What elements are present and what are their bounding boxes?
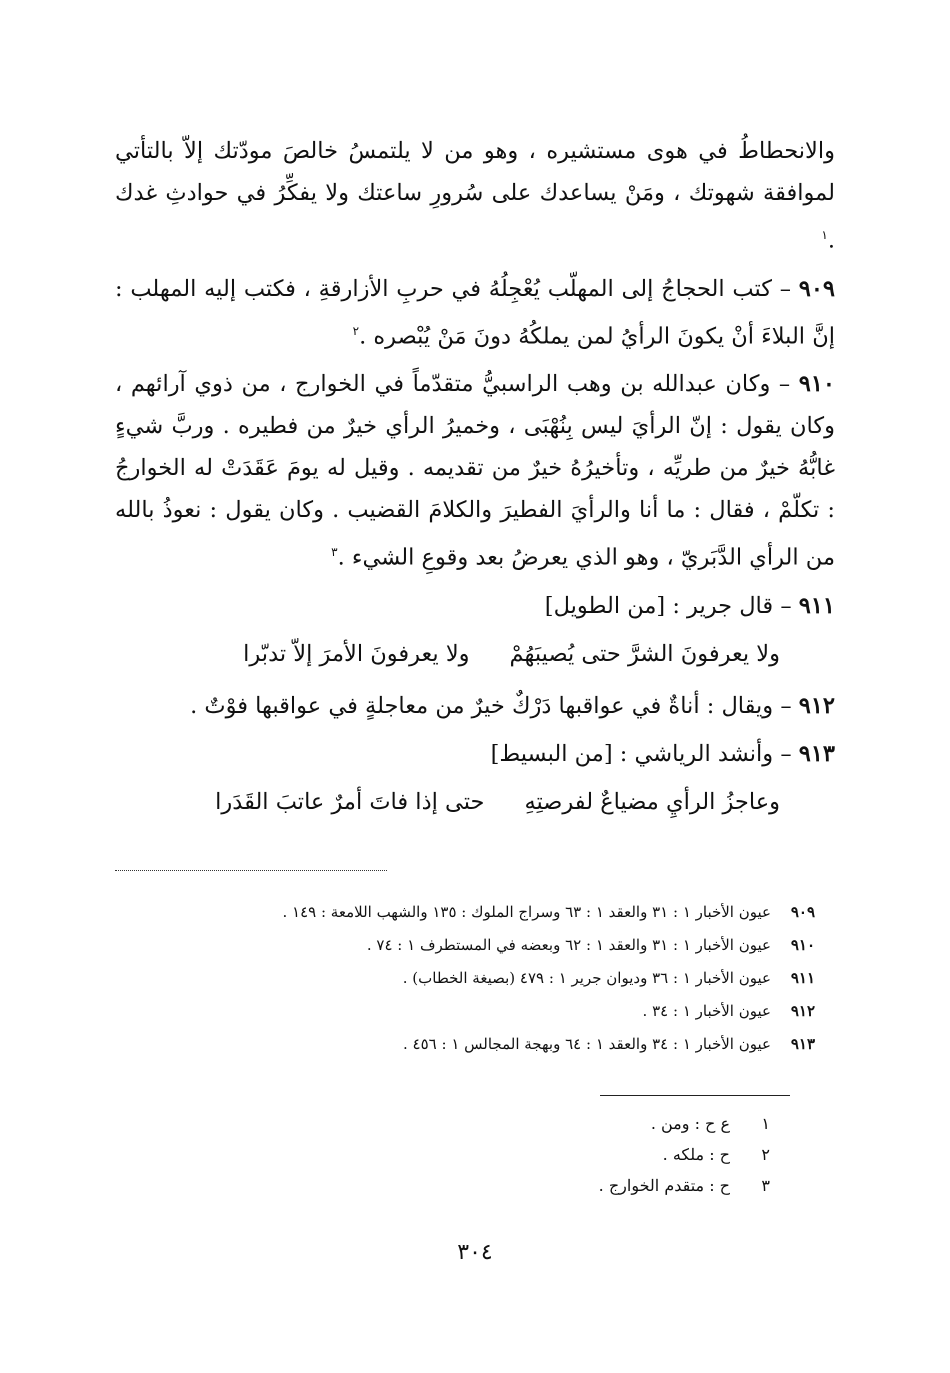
- footnote-marker: ٣: [331, 545, 338, 559]
- paragraph-text: والانحطاطُ في هوى مستشيره ، وهو من لا يلتمسُ خالصَ مودّتك إلاّ بالتأتي لموافقة شهوتك ، ومَنْ يساعدك على سُرورِ ساعتك ولا يفكِّرُ في حوادثِ غدك .: [115, 138, 835, 254]
- footnote-marker: ١: [821, 228, 828, 242]
- footnotes-list: [115, 1108, 770, 1201]
- entry-text: – كتب الحجاجُ إلى المهلّب يُعْجِلُهُ في حربِ الأزارقةِ ، فكتب إليه المهلب : إنَّ البلاءَ أنْ يكونَ الرأيُ لمن يملكُهُ دونَ مَنْ يُبْصره .: [115, 275, 835, 349]
- footnote-number: ٣: [761, 1176, 770, 1195]
- entry-number: ٩٠٩: [798, 275, 835, 302]
- source-number: ٩١٢: [790, 1002, 815, 1020]
- source-text: عيون الأخبار ١ : ٣٦ وديوان جرير ١ : ٤٧٩ (بصيغة الخطاب) .: [402, 969, 771, 987]
- main-text: [115, 130, 835, 833]
- entry-text: – ويقال : أناةٌ في عواقبها دَرْكٌ خيرٌ من معاجلةٍ في عواقبها فوْتٌ .: [190, 692, 792, 719]
- footnote-number: ٢: [761, 1145, 770, 1164]
- footnote-text: ع ح : ومن .: [650, 1114, 730, 1133]
- source-item: [115, 1028, 815, 1061]
- verse-hemistich-second: ولا يعرفونَ الأمرَ إلاّ تدبّرا: [243, 640, 470, 667]
- verse-hemistich-first: ولا يعرفونَ الشرَّ حتى يُصيبَهُمْ: [509, 640, 780, 667]
- sources-divider: [115, 870, 387, 871]
- source-item: [115, 929, 815, 962]
- source-number: ٩١٣: [790, 1035, 815, 1053]
- footnote-text: ح : ملكه .: [662, 1145, 730, 1164]
- entry-910: [115, 363, 835, 579]
- footnote-item: [115, 1108, 770, 1139]
- verse-911: [115, 633, 835, 675]
- footnote-number: ١: [761, 1114, 770, 1133]
- paragraph-continuation: [115, 130, 835, 262]
- entry-text: – قال جرير : [من الطويل]: [544, 592, 792, 619]
- footnote-marker: ٢: [352, 323, 360, 338]
- footnote-text: ح : متقدم الخوارج .: [598, 1176, 730, 1195]
- entry-number: ٩١١: [798, 592, 835, 619]
- entry-909: [115, 268, 835, 358]
- verse-hemistich-first: وعاجزُ الرأيِ مضياعٌ لفرصتِهِ: [524, 788, 780, 815]
- footnote-item: [115, 1139, 770, 1170]
- source-text: عيون الأخبار ١ : ٣٤ والعقد ١ : ٦٤ وبهجة المجالس ١ : ٤٥٦ .: [403, 1035, 771, 1053]
- entry-text: – وأنشد الرياشي : [من البسيط]: [490, 740, 792, 767]
- sources-list: [115, 896, 815, 1061]
- entry-911: [115, 585, 835, 627]
- verse-hemistich-second: حتى إذا فاتَ أمرٌ عاتبَ القَدَرا: [215, 788, 485, 815]
- footnote-item: [115, 1170, 770, 1201]
- verse-913: [115, 781, 835, 823]
- page-number: ٣٠٤: [457, 1240, 493, 1265]
- entry-912: [115, 685, 835, 727]
- entry-text: – وكان عبدالله بن وهب الراسبيُّ متقدّماً في الخوارج ، من ذوي آرائهم ، وكان يقول : إنّ الرأيَ ليس بِنُهْبَى ، وخميرُ الرأي خيرٌ من فطيره . وربَّ شيءٍ غابُّهُ خيرٌ من طريِّه ، وتأخيرُهُ خيرٌ من تقديمه . وقيل له يومَ عَقَدَتْ له الخوارجُ : تكلّمْ ، فقال : ما أنا والرأيَ الفطيرَ والكلامَ القضيب . وكان يقول : نعوذُ بالله من الرأي الدَّبَريّ ، وهو الذي يعرضُ بعد وقوعِ الشيء .: [115, 371, 835, 571]
- entry-number: ٩١٣: [798, 740, 835, 767]
- source-text: عيون الأخبار ١ : ٣٤ .: [642, 1002, 771, 1020]
- source-item: [115, 962, 815, 995]
- source-number: ٩٠٩: [790, 903, 815, 921]
- entry-913: [115, 733, 835, 775]
- entry-number: ٩١٠: [798, 371, 835, 397]
- source-item: [115, 995, 815, 1028]
- source-text: عيون الأخبار ١ : ٣١ والعقد ١ : ٦٢ وبعضه في المستطرف ١ : ٧٤ .: [366, 936, 771, 954]
- source-number: ٩١٠: [790, 936, 815, 954]
- source-item: [115, 896, 815, 929]
- source-number: ٩١١: [790, 969, 815, 987]
- source-text: عيون الأخبار ١ : ٣١ والعقد ١ : ٦٣ وسراج الملوك : ١٣٥ والشهب اللامعة : ١٤٩ .: [282, 903, 771, 921]
- entry-number: ٩١٢: [798, 692, 835, 719]
- footnotes-divider: [600, 1095, 790, 1096]
